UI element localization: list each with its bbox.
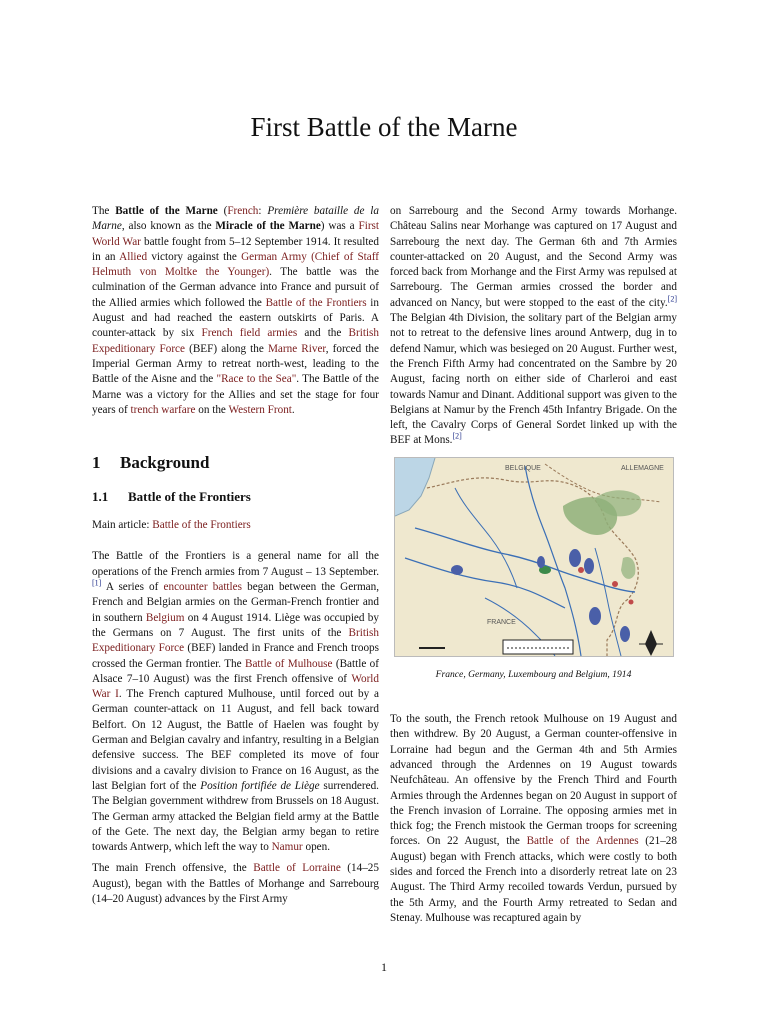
page-title: First Battle of the Marne	[250, 112, 518, 142]
map-army-marker	[620, 626, 630, 642]
link-marne-river[interactable]: Marne River	[267, 342, 326, 355]
text: , forced the Imperial German Army to retreat north-west, leading to the Battle of the Aisne and the	[92, 342, 379, 386]
main-article-note	[92, 518, 379, 533]
intro-paragraph	[92, 204, 379, 418]
text: and the	[297, 327, 349, 340]
text: A series of	[101, 581, 164, 594]
section-heading-background	[92, 452, 379, 474]
link-encounter-battles[interactable]: encounter battles	[163, 581, 242, 594]
link-namur[interactable]: Namur	[271, 841, 303, 854]
text: . The battle was the culmination of the German advance into France and pursuit of the Allied armies which followed the	[92, 266, 379, 309]
bold-term: Battle of the Marne	[115, 205, 218, 217]
sarrebourg-paragraph	[390, 204, 677, 449]
text: (BEF) along the	[184, 342, 268, 355]
map-army-marker	[537, 556, 545, 568]
link-battle-of-the-ardennes[interactable]: Battle of the Ardennes	[526, 835, 639, 848]
text: began between the German, French and Belgian armies on the German-French frontier and in southern	[92, 581, 379, 624]
text: victory against the	[147, 250, 242, 263]
left-column	[92, 204, 379, 907]
section-number: 1	[92, 453, 101, 473]
map-city-marker	[628, 599, 633, 604]
citation-2[interactable]: [2]	[667, 294, 677, 304]
map-army-marker	[589, 607, 601, 625]
ardennes-paragraph	[390, 712, 677, 926]
map-label-allemagne: ALLEMAGNE	[620, 464, 664, 472]
link-western-front[interactable]: Western Front	[228, 403, 292, 416]
text: battle fought from 5–12 September 1914. It resulted in an	[92, 235, 379, 263]
citation-1[interactable]: [1]	[92, 578, 102, 588]
map-image[interactable]	[394, 457, 674, 657]
link-trench-warfare[interactable]: trench warfare	[130, 403, 196, 416]
text: (Battle of Alsace 7–10 August) was the first French offensive of	[92, 657, 379, 685]
text: Main article:	[92, 519, 153, 532]
link-french-field-armies[interactable]: French field armies	[201, 327, 298, 340]
link-british-expeditionary-force[interactable]: British Expeditionary Force	[92, 327, 380, 355]
italic-term: Position fortifiée de Liège	[200, 779, 320, 792]
text: . The French captured Mulhouse, until forced out by a German counter-attack on 11 August, and fell back toward Belfort. On 12 August, the Battle of Haelen was fought by German and Belgian cavalry and infantry, resulting in a Belgian defensive success. The BEF completed its move of four divisions and a cavalry division to France on 16 August, as the last Belgian fort of the	[92, 688, 379, 792]
link-belgium[interactable]: Belgium	[145, 611, 185, 624]
right-column	[390, 204, 677, 926]
link-first-world-war[interactable]: First World War	[92, 220, 380, 248]
text: ) was a	[320, 220, 359, 233]
map-army-marker	[569, 549, 581, 567]
link-german-army[interactable]: German Army (Chief of Staff Helmuth von Moltke the Younger)	[92, 250, 379, 279]
map-figure	[390, 457, 677, 682]
link-allied[interactable]: Allied	[119, 250, 148, 263]
map-legend-box	[503, 640, 573, 654]
citation-2[interactable]: [2]	[452, 431, 462, 441]
text: (14–25 August), began with the Battles of Morhange and Sarrebourg (14–20 August) advances by the First Army	[92, 862, 379, 905]
text: The	[92, 205, 116, 217]
text: . The Battle of the Marne was a victory for the Allies and set the stage for four years of	[92, 373, 379, 416]
text: The Battle of the Frontiers is a general name for all the operations of the French armies from 7 August – 13 September.	[92, 550, 379, 578]
italic-term: Première bataille de la Marne	[92, 205, 379, 233]
link-french[interactable]: French	[227, 205, 259, 217]
page-number: 1	[381, 960, 387, 974]
link-world-war-i[interactable]: World War I	[92, 672, 379, 701]
text: (21–28 August) began with French attacks, which were costly to both sides and forced the French into a disorderly retreat late on 23 August. The Third Army recoiled towards Verdun, pursued by the 5th Army, and the Fourth Army retreated to Sedan and Stenay. Mulhouse was recaptured again by	[390, 835, 677, 924]
lorraine-paragraph	[92, 861, 379, 907]
map-caption: France, Germany, Luxembourg and Belgium, 1914	[435, 668, 632, 680]
map-army-marker	[584, 558, 594, 574]
map-city-marker	[578, 567, 584, 573]
text: on the	[195, 403, 229, 416]
subsection-heading-frontiers	[92, 488, 379, 506]
text: :	[258, 205, 268, 217]
map-army-marker	[451, 565, 463, 575]
text: The main French offensive, the	[92, 862, 254, 875]
bold-term: Miracle of the Marne	[215, 220, 321, 233]
text: To the south, the French retook Mulhouse on 19 August and then withdrew. By 20 August, a German counter-offensive in Lorraine had begun and the German 4th and 5th Armies advanced through the Ardennes on 19 August towards Neufchâteau. An offensive by the French Third and Fourth Armies through the Ardennes began on 20 August in support of the French invasion of Lorraine. The opposing armies met in thick fog; the French mistook the German troops for screening forces. On 22 August, the	[390, 713, 677, 848]
text: , also known as the	[121, 220, 216, 233]
text: (BEF) landed in France and French troops crossed the German frontier. The	[92, 642, 379, 670]
text: on 4 August 1914. Liège was occupied by the Germans on 7 August. The first units of the	[92, 611, 379, 639]
text: (	[217, 205, 228, 217]
text: on Sarrebourg and the Second Army towards Morhange. Château Salins near Morhange was captured on 17 August and Sarrebourg the next day. The German 6th and 7th Armies counter-attacked on 20 August, and the Second Army was forced back from Morhange and the First Army was repulsed at Sarrebourg. The German armies crossed the border and advanced on Nancy, but were stopped to the east of the city.	[390, 205, 677, 309]
text: open.	[302, 841, 331, 854]
text: surrendered. The Belgian government withdrew from Brussels on 18 August. The German army attacked the Belgian field army at the Battle of the Gete. The next day, the Belgian army began to retire towards Antwerp, which left the way to	[92, 779, 379, 854]
link-battle-of-mulhouse[interactable]: Battle of Mulhouse	[244, 657, 333, 670]
map-land	[395, 458, 673, 656]
frontiers-paragraph	[92, 549, 379, 855]
map-label-belgique: BELGIQUE	[504, 464, 541, 472]
map-label-france: FRANCE	[486, 618, 516, 626]
text: The Belgian 4th Division, the solitary part of the Belgian army not to retreat to the defensive lines around Antwerp, dug in to defend Namur, which was besieged on 20 August. Further west, the French Fifth Army had concentrated on the Sambre by 20 August, facing north on either side of Charleroi and east towards Namur and Dinant. Additional support was given to the Belgians at Namur by the French 45th Infantry Brigade. On the left, the Cavalry Corps of General Sordet linked up with the BEF at Mons.	[390, 312, 677, 447]
link-british-expeditionary-force[interactable]: British Expeditionary Force	[92, 626, 379, 655]
link-battle-of-the-frontiers[interactable]: Battle of the Frontiers	[265, 296, 367, 309]
subsection-title: Battle of the Frontiers	[128, 489, 251, 505]
section-title: Background	[120, 453, 210, 473]
subsection-number: 1.1	[92, 489, 109, 505]
link-race-to-the-sea[interactable]: "Race to the Sea"	[216, 373, 297, 386]
link-main-article[interactable]: Battle of the Frontiers	[152, 519, 251, 532]
text: in August and had reached the eastern outskirts of Paris. A counter-attack by six	[92, 296, 379, 340]
map-city-marker	[612, 581, 618, 587]
link-battle-of-lorraine[interactable]: Battle of Lorraine	[253, 862, 341, 875]
text: .	[291, 403, 295, 416]
